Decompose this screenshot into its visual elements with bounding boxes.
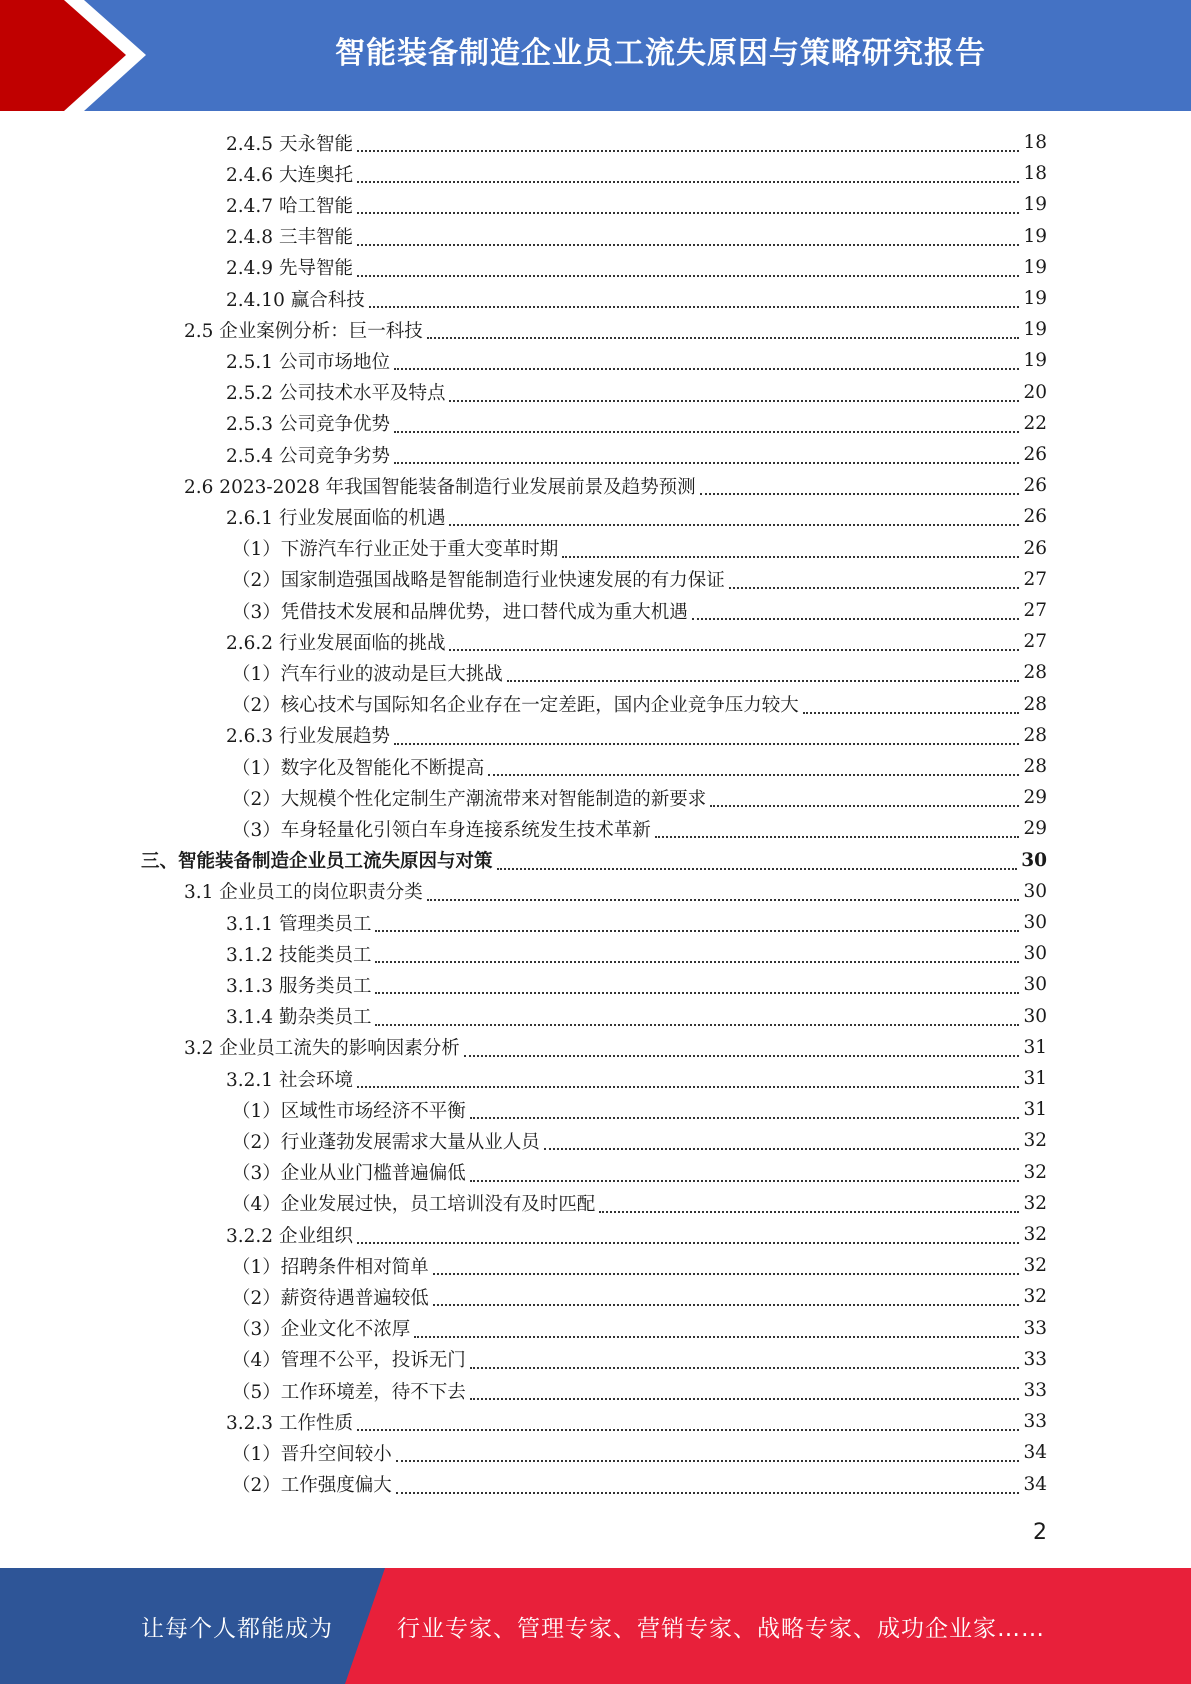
toc-entry[interactable] — [226, 283, 1047, 314]
toc-entry-label: （2）核心技术与国际知名企业存在一定差距，国内企业竞争压力较大 — [232, 695, 799, 717]
toc-entry-page: 28 — [1023, 662, 1047, 684]
toc-dot-leader — [394, 742, 1019, 745]
toc-entry-page: 31 — [1023, 1068, 1047, 1089]
toc-entry-label: 2.5.4 公司竞争劣势 — [226, 445, 390, 467]
toc-entry[interactable] — [232, 1157, 1047, 1188]
toc-entry-label: （3）车身轻量化引领白车身连接系统发生技术革新 — [232, 819, 651, 841]
toc-entry-page: 32 — [1023, 1161, 1047, 1183]
toc-dot-leader — [357, 274, 1020, 277]
toc-dot-leader — [507, 679, 1020, 682]
toc-entry[interactable] — [184, 1032, 1047, 1063]
toc-entry-label: （2）国家制造强国战略是智能制造行业快速发展的有力保证 — [232, 570, 725, 592]
toc-dot-leader — [562, 555, 1019, 558]
toc-entry[interactable] — [232, 1250, 1047, 1281]
toc-entry-label: （2）大规模个性化定制生产潮流带来对智能制造的新要求 — [232, 788, 707, 810]
toc-entry[interactable] — [184, 876, 1047, 907]
toc-entry[interactable] — [232, 751, 1047, 782]
toc-dot-leader — [394, 367, 1019, 370]
toc-entry-page: 27 — [1023, 631, 1047, 653]
toc-entry-label: （1）招聘条件相对简单 — [232, 1256, 429, 1278]
toc-entry-page: 30 — [1021, 849, 1047, 871]
toc-entry-label: 2.6.2 行业发展面临的挑战 — [226, 632, 446, 654]
toc-entry-page: 33 — [1023, 1348, 1047, 1370]
toc-entry-page: 18 — [1023, 163, 1047, 185]
toc-entry-page: 30 — [1023, 1005, 1047, 1027]
toc-entry[interactable] — [226, 189, 1047, 220]
toc-dot-leader — [470, 1366, 1020, 1369]
toc-entry-page: 26 — [1023, 506, 1047, 528]
toc-dot-leader — [357, 1241, 1020, 1244]
toc-dot-leader — [433, 1303, 1020, 1306]
toc-entry[interactable] — [226, 969, 1047, 1000]
toc-entry-label: 2.4.5 天永智能 — [226, 133, 353, 155]
header-arrow-decoration — [0, 0, 160, 111]
toc-entry[interactable] — [232, 1469, 1047, 1500]
toc-entry-label: （1）数字化及智能化不断提高 — [232, 757, 485, 779]
toc-entry-page: 33 — [1023, 1411, 1047, 1433]
toc-entry-label: 3.1 企业员工的岗位职责分类 — [184, 882, 423, 904]
toc-entry-label: 3.1.2 技能类员工 — [226, 944, 372, 966]
toc-dot-leader — [729, 586, 1020, 589]
toc-dot-leader — [427, 898, 1020, 901]
toc-entry[interactable] — [226, 439, 1047, 470]
toc-entry-page: 26 — [1023, 475, 1047, 497]
toc-entry-page: 28 — [1023, 724, 1047, 746]
toc-entry-label: 2.4.10 赢合科技 — [226, 289, 365, 311]
toc-dot-leader — [710, 804, 1019, 807]
toc-dot-leader — [375, 991, 1019, 994]
toc-entry[interactable] — [232, 1313, 1047, 1344]
toc-entry-label: （3）企业从业门槛普遍偏低 — [232, 1163, 466, 1185]
toc-entry-label: 2.4.6 大连奥托 — [226, 164, 353, 186]
toc-dot-leader — [357, 1428, 1020, 1431]
toc-entry-page: 30 — [1023, 912, 1047, 933]
toc-entry[interactable] — [232, 657, 1047, 688]
toc-entry[interactable] — [226, 720, 1047, 751]
toc-dot-leader — [357, 180, 1020, 183]
toc-entry-page: 33 — [1023, 1317, 1047, 1339]
toc-dot-leader — [357, 149, 1020, 152]
toc-entry-label: （1）区域性市场经济不平衡 — [232, 1100, 466, 1122]
toc-entry[interactable] — [226, 221, 1047, 252]
toc-entry-label: 三、智能装备制造企业员工流失原因与对策 — [141, 851, 493, 873]
toc-entry-page: 34 — [1023, 1442, 1047, 1464]
toc-entry-page: 32 — [1023, 1255, 1047, 1277]
toc-dot-leader — [394, 461, 1019, 464]
toc-entry-label: （1）下游汽车行业正处于重大变革时期 — [232, 539, 559, 561]
toc-entry-label: （3）企业文化不浓厚 — [232, 1319, 411, 1341]
toc-entry[interactable] — [184, 470, 1047, 501]
toc-entry-label: 2.4.7 哈工智能 — [226, 195, 353, 217]
toc-entry[interactable] — [232, 1125, 1047, 1156]
toc-entry[interactable] — [226, 626, 1047, 657]
toc-entry-label: （1）晋升空间较小 — [232, 1443, 392, 1465]
toc-entry-page: 32 — [1023, 1224, 1047, 1245]
toc-entry[interactable] — [226, 158, 1047, 189]
toc-dot-leader — [470, 1116, 1020, 1119]
toc-entry-page: 19 — [1023, 350, 1047, 372]
toc-dot-leader — [544, 1147, 1020, 1150]
toc-entry[interactable] — [232, 1375, 1047, 1406]
toc-dot-leader — [375, 1023, 1019, 1026]
toc-entry[interactable] — [226, 501, 1047, 532]
toc-entry-label: （2）薪资待遇普遍较低 — [232, 1287, 429, 1309]
toc-entry-page: 29 — [1023, 818, 1047, 840]
toc-dot-leader — [488, 773, 1019, 776]
toc-entry-label: （4）企业发展过快，员工培训没有及时匹配 — [232, 1194, 596, 1216]
toc-entry-page: 29 — [1023, 787, 1047, 809]
footer-banner — [0, 1568, 1191, 1684]
toc-entry-label: 3.1.1 管理类员工 — [226, 913, 372, 935]
toc-entry[interactable] — [232, 813, 1047, 844]
toc-entry[interactable] — [232, 564, 1047, 595]
toc-entry-page: 31 — [1023, 1099, 1047, 1121]
page-number: 2 — [1033, 1520, 1047, 1545]
toc-entry[interactable] — [232, 533, 1047, 564]
toc-entry-page: 31 — [1023, 1036, 1047, 1058]
toc-entry-label: 3.1.4 勤杂类员工 — [226, 1007, 372, 1029]
toc-dot-leader — [357, 1085, 1020, 1088]
footer-slogan-right: 行业专家、管理专家、营销专家、战略专家、成功企业家…… — [397, 1615, 1045, 1642]
toc-entry-page: 19 — [1023, 194, 1047, 216]
toc-dot-leader — [357, 211, 1020, 214]
toc-dot-leader — [470, 1397, 1020, 1400]
toc-entry-page: 19 — [1023, 288, 1047, 309]
toc-entry-label: （4）管理不公平，投诉无门 — [232, 1350, 466, 1372]
toc-dot-leader — [427, 336, 1020, 339]
toc-dot-leader — [396, 1491, 1020, 1494]
toc-dot-leader — [700, 492, 1020, 495]
toc-entry-label: 3.2.3 工作性质 — [226, 1412, 353, 1434]
toc-entry-page: 19 — [1023, 256, 1047, 278]
toc-entry[interactable] — [226, 1001, 1047, 1032]
toc-entry-page: 30 — [1023, 943, 1047, 965]
toc-dot-leader — [449, 523, 1019, 526]
toc-entry-label: 2.5.3 公司竞争优势 — [226, 414, 390, 436]
toc-entry-label: （2）行业蓬勃发展需求大量从业人员 — [232, 1131, 540, 1153]
toc-entry[interactable] — [232, 595, 1047, 626]
toc-entry-page: 28 — [1023, 756, 1047, 777]
toc-entry-label: 2.4.8 三丰智能 — [226, 227, 353, 249]
toc-dot-leader — [396, 1459, 1020, 1462]
toc-entry-label: （3）凭借技术发展和品牌优势，进口替代成为重大机遇 — [232, 601, 688, 623]
toc-entry[interactable] — [232, 1344, 1047, 1375]
toc-entry-label: 3.1.3 服务类员工 — [226, 975, 372, 997]
toc-entry-page: 30 — [1023, 880, 1047, 902]
toc-entry[interactable] — [226, 345, 1047, 376]
toc-entry[interactable] — [232, 1094, 1047, 1125]
toc-entry-label: 2.5.1 公司市场地位 — [226, 351, 390, 373]
toc-entry-page: 26 — [1023, 444, 1047, 465]
toc-entry-page: 19 — [1023, 225, 1047, 247]
toc-dot-leader — [433, 1272, 1020, 1275]
toc-entry-label: 2.6 2023-2028 年我国智能装备制造行业发展前景及趋势预测 — [184, 476, 696, 498]
toc-entry-label: （5）工作环境差，待不下去 — [232, 1381, 466, 1403]
toc-dot-leader — [655, 835, 1020, 838]
toc-entry[interactable] — [226, 1406, 1047, 1437]
toc-entry[interactable] — [226, 127, 1047, 158]
toc-dot-leader — [449, 399, 1019, 402]
toc-dot-leader — [369, 305, 1020, 308]
toc-entry[interactable] — [226, 1063, 1047, 1094]
toc-entry-label: 2.6.3 行业发展趋势 — [226, 726, 390, 748]
toc-entry[interactable] — [232, 782, 1047, 813]
toc-entry-page: 20 — [1023, 381, 1047, 403]
toc-entry[interactable] — [232, 1188, 1047, 1219]
toc-dot-leader — [497, 867, 1018, 870]
toc-entry-page: 32 — [1023, 1192, 1047, 1214]
toc-entry-label: 3.2.1 社会环境 — [226, 1069, 353, 1091]
toc-dot-leader — [357, 243, 1020, 246]
toc-dot-leader — [599, 1210, 1019, 1213]
toc-entry-page: 26 — [1023, 537, 1047, 559]
toc-dot-leader — [449, 648, 1019, 651]
toc-entry-page: 22 — [1023, 412, 1047, 434]
toc-entry-page: 32 — [1023, 1130, 1047, 1152]
toc-entry[interactable] — [226, 1219, 1047, 1250]
toc-entry-label: 2.5 企业案例分析：巨一科技 — [184, 320, 423, 342]
toc-entry-page: 32 — [1023, 1286, 1047, 1308]
toc-entry-page: 27 — [1023, 568, 1047, 590]
toc-entry-page: 30 — [1023, 974, 1047, 996]
toc-entry[interactable] — [226, 408, 1047, 439]
toc-entry-page: 19 — [1023, 319, 1047, 341]
toc-entry-page: 18 — [1023, 132, 1047, 153]
toc-entry-page: 34 — [1023, 1473, 1047, 1495]
footer-slogan-left: 让每个人都能成为 — [141, 1615, 333, 1642]
toc-entry-page: 28 — [1023, 693, 1047, 715]
toc-entry[interactable] — [232, 1437, 1047, 1468]
toc-entry[interactable] — [226, 377, 1047, 408]
toc-entry-page: 33 — [1023, 1380, 1047, 1401]
toc-entry-label: 3.2.2 企业组织 — [226, 1225, 353, 1247]
toc-dot-leader — [464, 1054, 1020, 1057]
toc-dot-leader — [470, 1179, 1020, 1182]
toc-entry[interactable] — [184, 314, 1047, 345]
toc-entry[interactable] — [226, 938, 1047, 969]
toc-entry[interactable] — [232, 689, 1047, 720]
toc-dot-leader — [803, 711, 1020, 714]
toc-entry-label: （1）汽车行业的波动是巨大挑战 — [232, 663, 503, 685]
toc-entry-page: 27 — [1023, 600, 1047, 621]
header-banner — [0, 0, 1191, 111]
toc-entry-label: 2.5.2 公司技术水平及特点 — [226, 383, 446, 405]
toc-entry[interactable] — [226, 907, 1047, 938]
toc-entry[interactable] — [141, 845, 1047, 876]
report-title: 智能装备制造企业员工流失原因与策略研究报告 — [335, 36, 986, 71]
toc-dot-leader — [692, 617, 1020, 620]
toc-entry[interactable] — [226, 252, 1047, 283]
toc-entry-label: 3.2 企业员工流失的影响因素分析 — [184, 1038, 460, 1060]
toc-entry[interactable] — [232, 1281, 1047, 1312]
toc-dot-leader — [394, 430, 1019, 433]
toc-dot-leader — [375, 929, 1019, 932]
toc-dot-leader — [414, 1335, 1019, 1338]
toc-dot-leader — [375, 960, 1019, 963]
toc-entry-label: （2）工作强度偏大 — [232, 1475, 392, 1497]
toc-entry-label: 2.6.1 行业发展面临的机遇 — [226, 507, 446, 529]
toc-entry-label: 2.4.9 先导智能 — [226, 258, 353, 280]
